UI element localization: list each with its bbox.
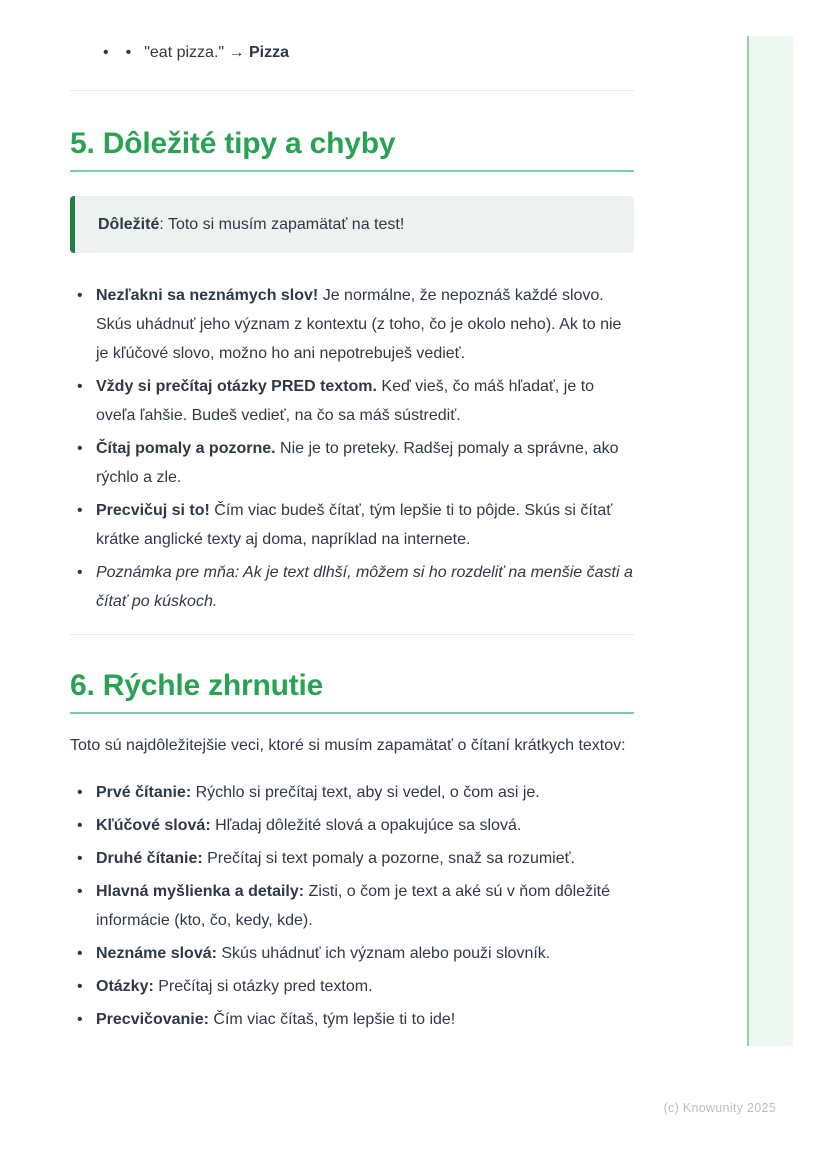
- item-rest: Čím viac budeš čítať, tým lepšie ti to pôjde. Skús si čítať krátke anglické texty aj doma, napríklad na internete.: [96, 502, 613, 548]
- item-lead: Druhé čítanie:: [96, 850, 203, 867]
- list-item: [70, 558, 634, 616]
- section-6-title: 6. Rýchle zhrnutie: [70, 669, 634, 714]
- callout-label: Dôležité: [98, 216, 160, 233]
- list-item: [70, 844, 634, 873]
- item-rest: Keď vieš, čo máš hľadať, je to oveľa ľahšie. Budeš vedieť, na čo sa máš sústrediť.: [96, 378, 595, 424]
- list-item: [70, 778, 634, 807]
- item-rest: Hľadaj dôležité slová a opakujúce sa slová.: [210, 817, 522, 834]
- bullet-icon: •: [77, 883, 83, 900]
- item-lead: Hlavná myšlienka a detaily:: [96, 883, 305, 900]
- callout-text: : Toto si musím zapamätať na test!: [159, 216, 405, 233]
- bullet-icon: •: [125, 44, 132, 61]
- list-item: [103, 42, 634, 64]
- bullet-icon: •: [77, 1011, 83, 1028]
- item-lead: Kľúčové slová:: [96, 817, 211, 834]
- item-lead: Nezľakni sa neznámych slov!: [96, 287, 319, 304]
- item-rest: Poznámka pre mňa: Ak je text dlhší, môžem si ho rozdeliť na menšie časti a čítať po kúskoch.: [96, 564, 633, 610]
- example-bold-text: Pizza: [248, 44, 289, 61]
- item-rest: Rýchlo si prečítaj text, aby si vedel, o čom asi je.: [191, 784, 540, 801]
- item-rest: Čím viac čítaš, tým lepšie ti to ide!: [208, 1011, 456, 1028]
- item-lead: Vždy si prečítaj otázky PRED textom.: [96, 378, 377, 395]
- list-item: [70, 496, 634, 554]
- list-item: [70, 811, 634, 840]
- bullet-icon: •: [77, 817, 83, 834]
- bullet-icon: •: [77, 850, 83, 867]
- bullet-icon: •: [77, 502, 83, 519]
- item-lead: Neznáme slová:: [96, 945, 217, 962]
- bullet-icon: •: [77, 440, 83, 457]
- page-edge-decoration: [747, 36, 793, 1046]
- bullet-icon: •: [77, 978, 83, 995]
- bullet-icon: •: [77, 945, 83, 962]
- item-lead: Precvičovanie:: [96, 1011, 209, 1028]
- item-rest: Prečítaj si otázky pred textom.: [153, 978, 373, 995]
- item-lead: Prvé čítanie:: [96, 784, 192, 801]
- list-item: [70, 281, 634, 368]
- section-5-title: 5. Dôležité tipy a chyby: [70, 127, 634, 172]
- summary-intro: Toto sú najdôležitejšie veci, ktoré si musím zapamätať o čítaní krátkych textov:: [70, 737, 626, 754]
- list-item: [70, 1005, 634, 1034]
- summary-list: [70, 778, 634, 1034]
- footer-copyright: (c) Knowunity 2025: [663, 1101, 776, 1115]
- bullet-icon: •: [77, 784, 83, 801]
- bullet-icon: •: [77, 378, 83, 395]
- bullet-icon: •: [103, 44, 109, 61]
- list-item: [70, 372, 634, 430]
- item-lead: Otázky:: [96, 978, 154, 995]
- bullet-icon: •: [77, 287, 83, 304]
- divider: [70, 90, 634, 91]
- item-rest: Je normálne, že nepoznáš každé slovo. Skús uhádnuť jeho význam z kontextu (z toho, čo je okolo neho). Ak to nie je kľúčové slovo, možno ho ani nepotrebuješ vedieť.: [96, 287, 622, 362]
- divider: [70, 634, 634, 635]
- bullet-icon: •: [77, 564, 83, 581]
- item-rest: Skús uhádnuť ich význam alebo použi slovník.: [216, 945, 551, 962]
- tips-list: [70, 281, 634, 616]
- item-lead: Čítaj pomaly a pozorne.: [96, 440, 276, 457]
- item-rest: Prečítaj si text pomaly a pozorne, snaž sa rozumieť.: [202, 850, 576, 867]
- item-lead: Precvičuj si to!: [96, 502, 210, 519]
- list-item: [70, 877, 634, 935]
- document-content: [70, 0, 634, 1038]
- item-rest: Nie je to preteky. Radšej pomaly a správne, ako rýchlo a zle.: [96, 440, 619, 486]
- important-callout: [70, 196, 634, 253]
- example-text: "eat pizza." →: [144, 44, 249, 61]
- list-item: [70, 939, 634, 968]
- item-rest: Zisti, o čom je text a aké sú v ňom dôležité informácie (kto, čo, kedy, kde).: [96, 883, 611, 929]
- list-item: [70, 434, 634, 492]
- list-item: [70, 972, 634, 1001]
